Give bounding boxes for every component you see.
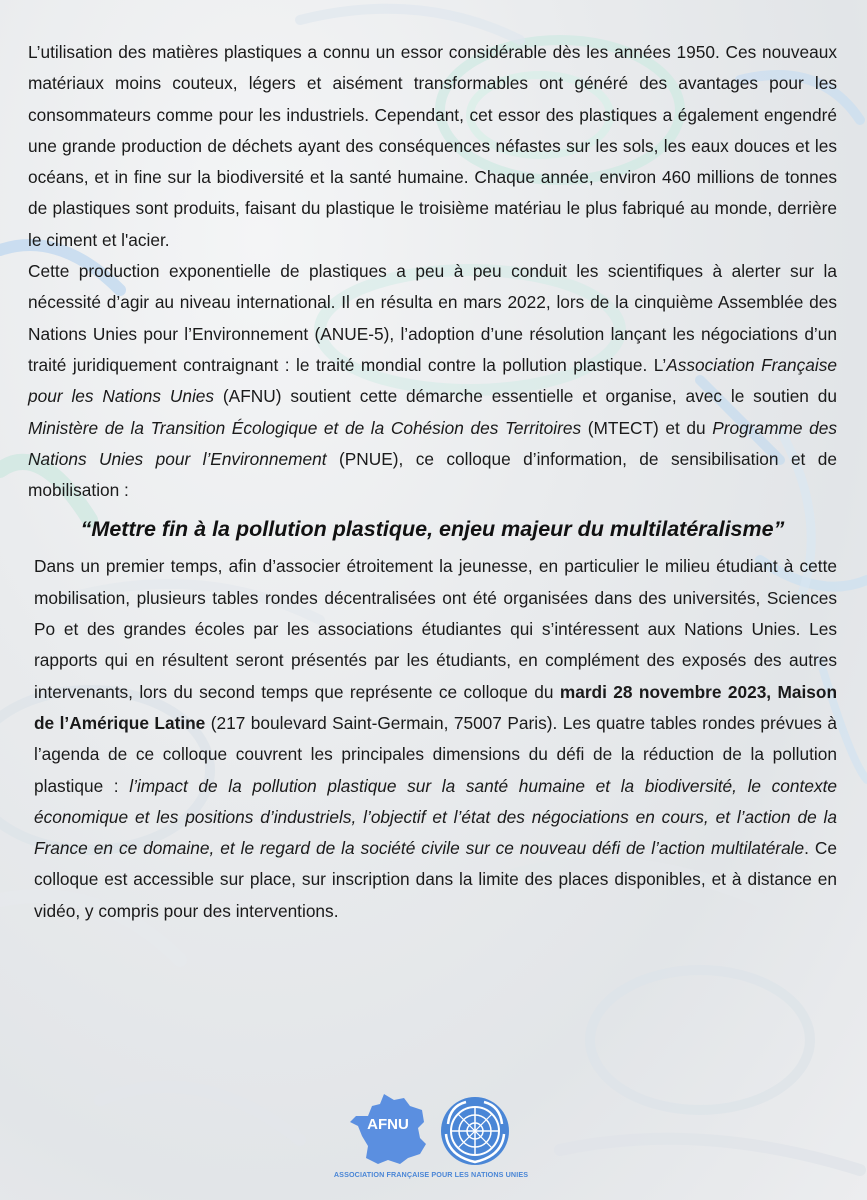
afnu-logo-text: AFNU [367,1116,409,1133]
intro-paragraph-1 [28,37,837,256]
event-date-location: mardi 28 novembre 2023, Maison de l’Amérique Latine [34,681,838,733]
un-emblem-icon [436,1094,514,1168]
pnue-name: Programme des Nations Unies pour l’Environnement [28,417,837,469]
body-text-c: . Ce colloque est accessible sur place, sur inscription dans la limite des places disponibles, et à distance en vidéo, y compris pour des interventions. [34,838,837,921]
afnu-name: Association Française pour les Nations Unies [28,354,837,407]
intro-text-2d: (PNUE), ce colloque d’information, de sensibilisation et de mobilisation : [28,448,837,501]
organization-name: ASSOCIATION FRANÇAISE POUR LES NATIONS UNIES [333,1170,529,1179]
body-text-b: (217 boulevard Saint-Germain, 75007 Paris). Les quatre tables rondes prévues à l’agenda de ce colloque couvrent les principales dimensions du défi de la réduction de la pollution plastique : [34,712,837,796]
footer-logos [328,1090,534,1186]
intro-text-2b: (AFNU) soutient cette démarche essentielle et organise, avec le soutien du [214,386,837,407]
intro-text-1: L’utilisation des matières plastiques a connu un essor considérable dès les années 1950. Ces nouveaux matériaux moins couteux, légers et aisément transformables ont généré des avantages pour les consommateurs comme pour les industriels. Cependant, cet essor des plastiques a également engendré une grande production de déchets ayant des conséquences néfastes sur les sols, les eaux douces et les océans, et in fine sur la biodiversité et la santé humaine. Chaque année, environ 460 millions de tonnes de plastiques sont produits, faisant du plastique le troisième matériau le plus fabriqué au monde, derrière le ciment et l'acier. [28,42,837,250]
intro-paragraph-2 [28,256,837,506]
body-text-a: Dans un premier temps, afin d’associer étroitement la jeunesse, en particulier le milieu étudiant à cette mobilisation, plusieurs tables rondes décentralisées ont été organisées dans des universités, Sciences Po et des grandes écoles par les associations étudiantes qui s’intéressent aux Nations Unies. Les rapports qui en résultent seront présentés par les étudiants, en complément des exposés des autres intervenants, lors du second temps que représente ce colloque du [34,556,837,702]
round-table-topics: l’impact de la pollution plastique sur la santé humaine et la biodiversité, le contexte économique et les positions d’industriels, l’objectif et l’état des négociations en cours, et l’action de la France en ce domaine, et le regard de la société civile sur ce nouveau défi de l’action multilatérale [34,775,837,859]
document-body [28,37,837,927]
body-paragraph [28,551,837,927]
colloquium-title: “Mettre fin à la pollution plastique, enjeu majeur du multilatéralisme” [80,517,785,542]
ministry-name: Ministère de la Transition Écologique et de la Cohésion des Territoires [28,417,582,438]
intro-text-2c: (MTECT) et du [581,417,713,438]
intro-text-2a: Cette production exponentielle de plastiques a peu à peu conduit les scientifiques à alerter sur la nécessité d’agir au niveau international. Il en résulta en mars 2022, lors de la cinquième Assemblée des Nations Unies pour l’Environnement (ANUE-5), l’adoption d’une résolution lançant les négociations d’un traité juridiquement contraignant : le traité mondial contre la pollution plastique. L’ [28,261,837,375]
